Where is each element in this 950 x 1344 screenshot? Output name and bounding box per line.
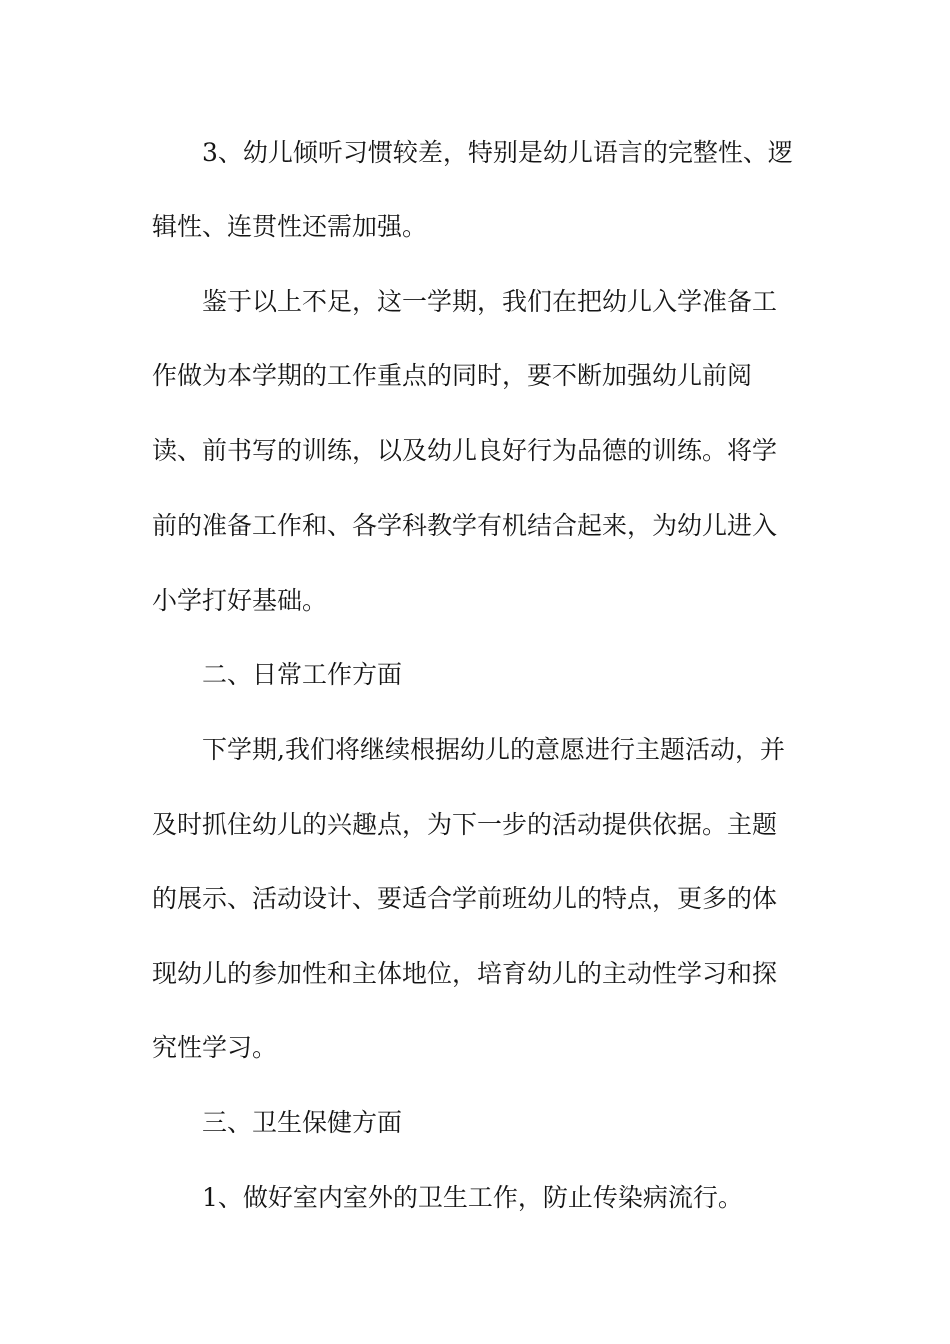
paragraph-line: 及时抓住幼儿的兴趣点，为下一步的活动提供依据。主题 — [152, 810, 778, 839]
paragraph-line: 3、幼儿倾听习惯较差，特别是幼儿语言的完整性、逻 — [202, 138, 793, 167]
paragraph-line: 下学期,我们将继续根据幼儿的意愿进行主题活动，并 — [202, 735, 785, 764]
section-heading: 二、日常工作方面 — [202, 660, 403, 689]
paragraph-line: 辑性、连贯性还需加强。 — [152, 212, 428, 241]
section-heading: 三、卫生保健方面 — [202, 1108, 403, 1137]
paragraph-line: 读、前书写的训练，以及幼儿良好行为品德的训练。将学 — [152, 436, 778, 465]
paragraph-line: 现幼儿的参加性和主体地位，培育幼儿的主动性学习和探 — [152, 959, 778, 988]
paragraph-line: 究性学习。 — [152, 1033, 278, 1062]
paragraph-line: 小学打好基础。 — [152, 586, 328, 615]
paragraph-line: 作做为本学期的工作重点的同时，要不断加强幼儿前阅 — [152, 361, 753, 390]
paragraph-line: 前的准备工作和、各学科教学有机结合起来，为幼儿进入 — [152, 511, 778, 540]
paragraph-line: 的展示、活动设计、要适合学前班幼儿的特点，更多的体 — [152, 884, 778, 913]
paragraph-line: 鉴于以上不足，这一学期，我们在把幼儿入学准备工 — [202, 287, 778, 316]
paragraph-line: 1、做好室内室外的卫生工作，防止传染病流行。 — [202, 1183, 743, 1212]
